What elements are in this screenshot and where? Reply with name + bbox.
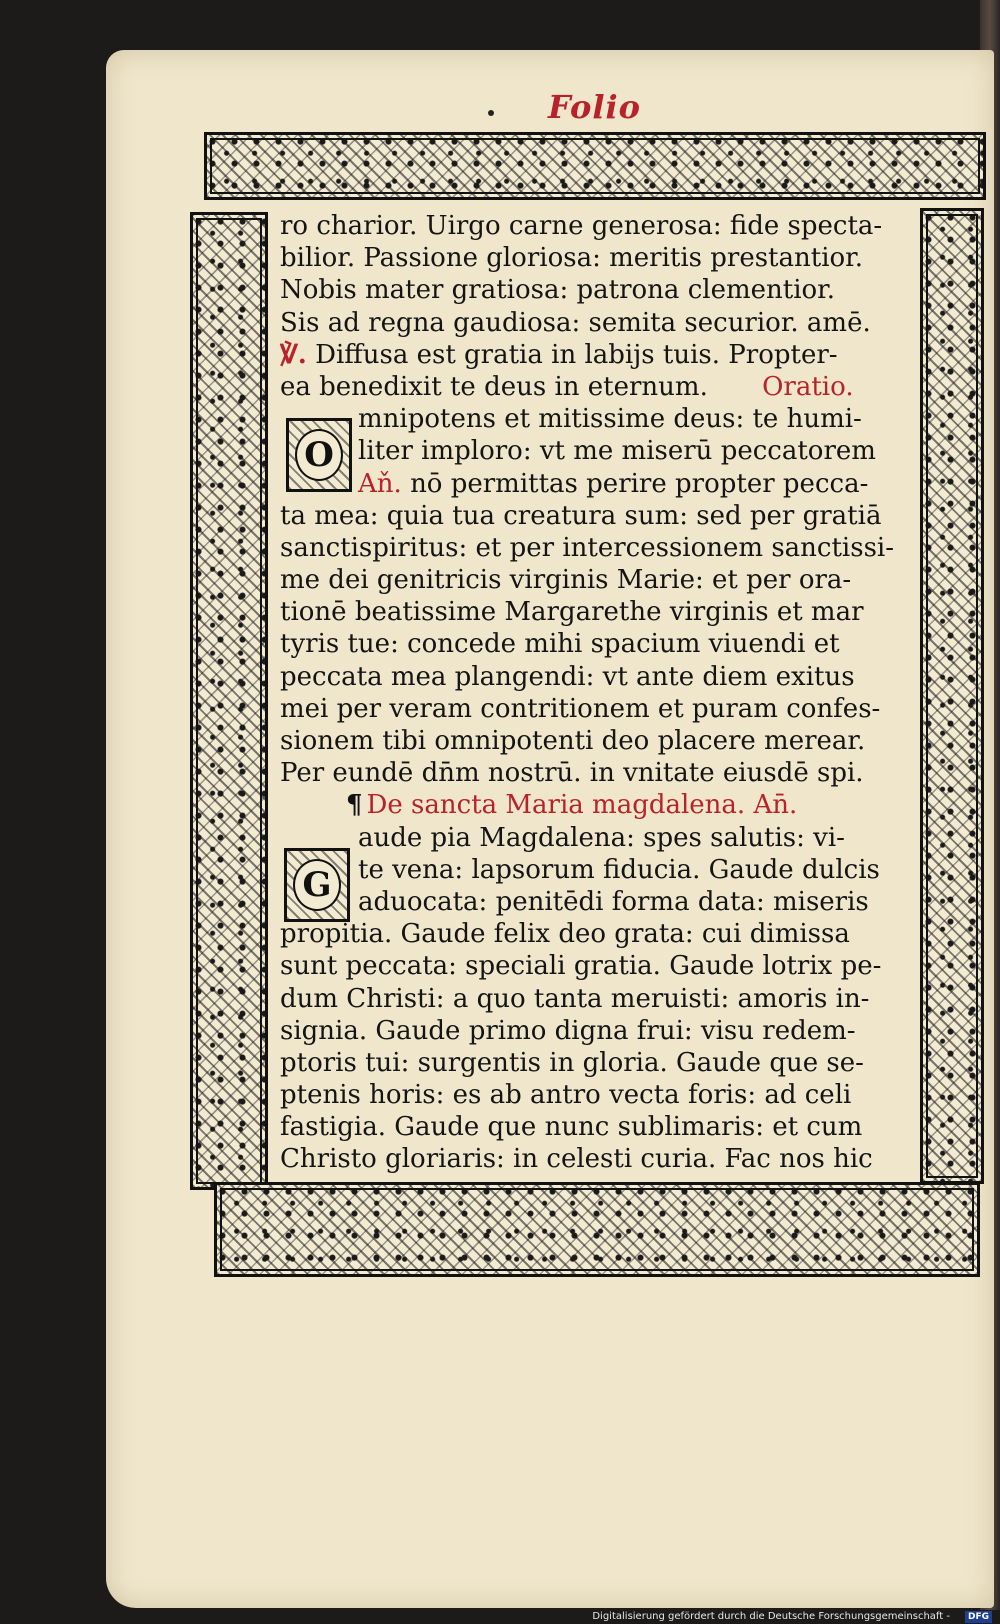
text-line: bilior. Passione gloriosa: meritis prestantior. — [280, 243, 864, 274]
pilcrow-icon: ¶ — [346, 790, 363, 821]
footer-credit: Digitalisierung gefördert durch die Deutsche Forschungsgemeinschaft - — [592, 1611, 950, 1622]
text-line: dum Christi: a quo tanta meruisti: amoris in‑ — [280, 983, 870, 1014]
text-line: ro charior. Uirgo carne generosa: fide specta‑ — [280, 211, 883, 241]
text-block — [280, 210, 910, 1176]
text-line: me dei genitricis virginis Marie: et per ora‑ — [280, 565, 852, 596]
text-line-versicle — [280, 339, 910, 371]
folio-dot — [488, 110, 494, 116]
text-span: Diffusa est gratia in labijs tuis. Propter‑ — [315, 339, 838, 370]
text-line: fastigia. Gaude que nunc sublimaris: et cum — [280, 1112, 863, 1143]
text-line: signia. Gaude primo digna frui: visu redem‑ — [280, 1015, 856, 1046]
text-line: liter imploro: vt me miserū peccatorem — [358, 436, 876, 467]
text-line: sanctispiritus: et per intercessionem sanctissi‑ — [280, 532, 895, 563]
text-span: ea benedixit te deus in eternum. — [280, 371, 708, 402]
text-line: propitia. Gaude felix deo grata: cui dimissa — [280, 919, 850, 950]
section-antiphon: An̄. — [753, 790, 798, 821]
text-line: aude pia Magdalena: spes salutis: vi‑ — [358, 822, 845, 853]
text-line-antiphon — [280, 468, 910, 500]
footer-bar — [0, 1610, 1000, 1624]
text-line: ptoris tui: surgentis in gloria. Gaude que se‑ — [280, 1047, 864, 1078]
section-title: De sancta Maria magdalena. — [366, 790, 746, 821]
text-line: Sis ad regna gaudiosa: semita securior. amē. — [280, 307, 871, 338]
antiphon-mark: Aň. — [358, 468, 402, 499]
text-line: Christo gloriaris: in celesti curia. Fac nos hic — [280, 1144, 873, 1175]
text-line: tyris tue: concede mihi spacium viuendi et — [280, 629, 840, 660]
text-line: sionem tibi omnipotenti deo placere merear. — [280, 726, 866, 756]
woodcut-border-top — [204, 132, 986, 200]
text-line: mei per veram contritionem et puram confes‑ — [280, 693, 881, 724]
text-line: Nobis mater gratiosa: patrona clementior. — [280, 275, 836, 306]
section-heading — [280, 789, 910, 821]
versicle-mark: ℣. — [280, 339, 307, 370]
text-line: te vena: lapsorum fiducia. Gaude dulcis — [358, 854, 880, 885]
text-line: aduocata: penitēdi forma data: miseris — [358, 886, 869, 917]
initial-letter: G — [293, 859, 341, 911]
text-line: tionē beatissime Margarethe virginis et mar — [280, 597, 864, 628]
woodcut-border-right — [920, 208, 984, 1184]
text-span: nō permittas perire propter pecca‑ — [410, 468, 869, 499]
dfg-logo: DFG — [965, 1611, 992, 1623]
text-line: Per eundē dn̄m nostrū. in vnitate eiusdē spi. — [280, 758, 864, 789]
woodcut-border-left — [190, 212, 268, 1190]
text-line: ta mea: quia tua creatura sum: sed per gratiā — [280, 500, 882, 531]
text-line: mnipotens et mitissime deus: te humi‑ — [358, 404, 862, 435]
initial-letter: O — [295, 429, 343, 481]
woodcut-border-bottom — [214, 1182, 980, 1277]
oratio-rubric: Oratio. — [762, 371, 854, 402]
text-line: peccata mea plangendi: vt ante diem exitus — [280, 661, 855, 692]
text-line: ptenis horis: es ab antro vecta foris: ad celi — [280, 1080, 852, 1111]
text-line-oratio — [280, 371, 910, 403]
folio-label: Folio — [548, 88, 641, 126]
text-line: sunt peccata: speciali gratia. Gaude lotrix pe‑ — [280, 951, 882, 982]
